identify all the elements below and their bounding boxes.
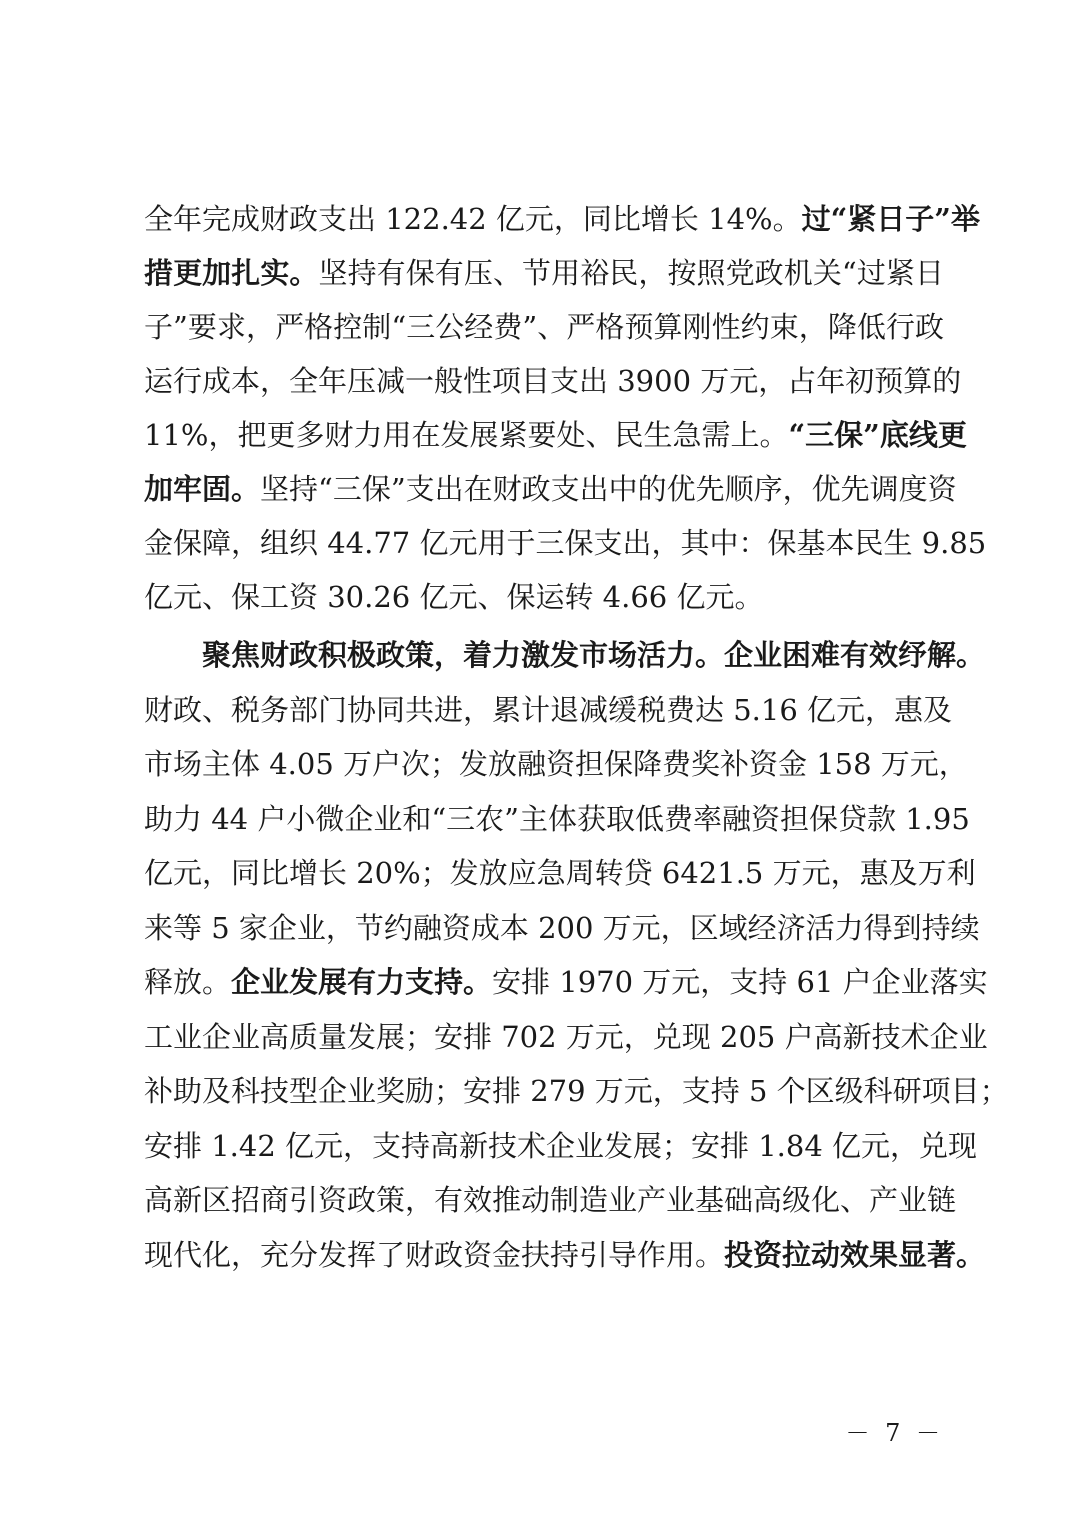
text-line [144, 1230, 986, 1280]
text-line [144, 794, 970, 844]
text-line [144, 572, 944, 622]
text-line [144, 685, 953, 735]
text-run: 释放。 [144, 965, 232, 999]
bold-phrase: 加牢固。 [144, 472, 261, 506]
text-line [144, 739, 968, 789]
text-run: 现代化，充分发挥了财政资金扶持引导作用。 [144, 1237, 725, 1272]
text-line [144, 302, 944, 352]
text-run: 补助及科技型企业奖励；安排 279 万元，支持 5 个区级科研项目； [144, 1074, 1009, 1108]
text-line [144, 410, 967, 460]
bold-phrase: 企业发展有力支持。 [231, 965, 493, 999]
text-line [144, 1121, 978, 1171]
text-line [144, 356, 962, 406]
text-line [144, 1012, 988, 1062]
text-run: 安排 1970 万元，支持 61 户企业落实 [492, 965, 988, 999]
bold-phrase: 投资拉动效果显著。 [724, 1237, 986, 1272]
text-line [144, 194, 980, 244]
text-line [202, 630, 986, 680]
text-run: 坚持“三保”支出在财政支出中的优先顺序，优先调度资 [260, 472, 957, 506]
bold-phrase: “三保”底线更 [788, 418, 967, 452]
text-run: 来等 5 家企业，节约融资成本 200 万元，区域经济活力得到持续 [144, 910, 980, 945]
text-line [144, 848, 976, 898]
bold-phrase: 措更加扎实。 [144, 256, 319, 290]
text-run: 金保障，组织 44.77 亿元用于三保支出，其中：保基本民生 9.85 [144, 526, 987, 560]
text-line [144, 1066, 1009, 1116]
text-line [144, 903, 980, 953]
text-line [144, 248, 944, 298]
text-run: 市场主体 4.05 万户次；发放融资担保降费奖补资金 158 万元， [144, 747, 968, 781]
text-line [144, 464, 957, 514]
text-run: 工业企业高质量发展；安排 702 万元，兑现 205 户高新技术企业 [144, 1019, 988, 1054]
text-run: 财政、税务部门协同共进，累计退减缓税费达 5.16 亿元，惠及 [144, 692, 953, 727]
text-run: 坚持有保有压、节用裕民，按照党政机关“过紧日 [318, 256, 944, 290]
text-run: 运行成本，全年压减一般性项目支出 3900 万元，占年初预算的 [144, 364, 962, 398]
page-number: － 7 － [845, 1419, 944, 1447]
text-line [144, 1175, 957, 1225]
text-run: 助力 44 户小微企业和“三农”主体获取低费率融资担保贷款 1.95 [144, 801, 970, 836]
text-run: 子”要求，严格控制“三公经费”、严格预算刚性约束，降低行政 [144, 310, 944, 344]
text-run: 高新区招商引资政策，有效推动制造业产业基础高级化、产业链 [144, 1183, 957, 1217]
text-run: 亿元，同比增长 20%；发放应急周转贷 6421.5 万元，惠及万利 [144, 856, 976, 890]
text-run: 安排 1.42 亿元，支持高新技术企业发展；安排 1.84 亿元，兑现 [144, 1128, 978, 1163]
text-run: 全年完成财政支出 122.42 亿元，同比增长 14%。 [144, 202, 802, 236]
bold-phrase: 过“紧日子”举 [801, 202, 980, 236]
text-line [144, 957, 988, 1007]
text-line [144, 518, 987, 568]
bold-phrase: 聚焦财政积极政策，着力激发市场活力。企业困难有效纾解。 [202, 638, 986, 672]
text-run: 11%，把更多财力用在发展紧要处、民生急需上。 [144, 418, 789, 452]
text-run: 亿元、保工资 30.26 亿元、保运转 4.66 亿元。 [144, 580, 764, 614]
